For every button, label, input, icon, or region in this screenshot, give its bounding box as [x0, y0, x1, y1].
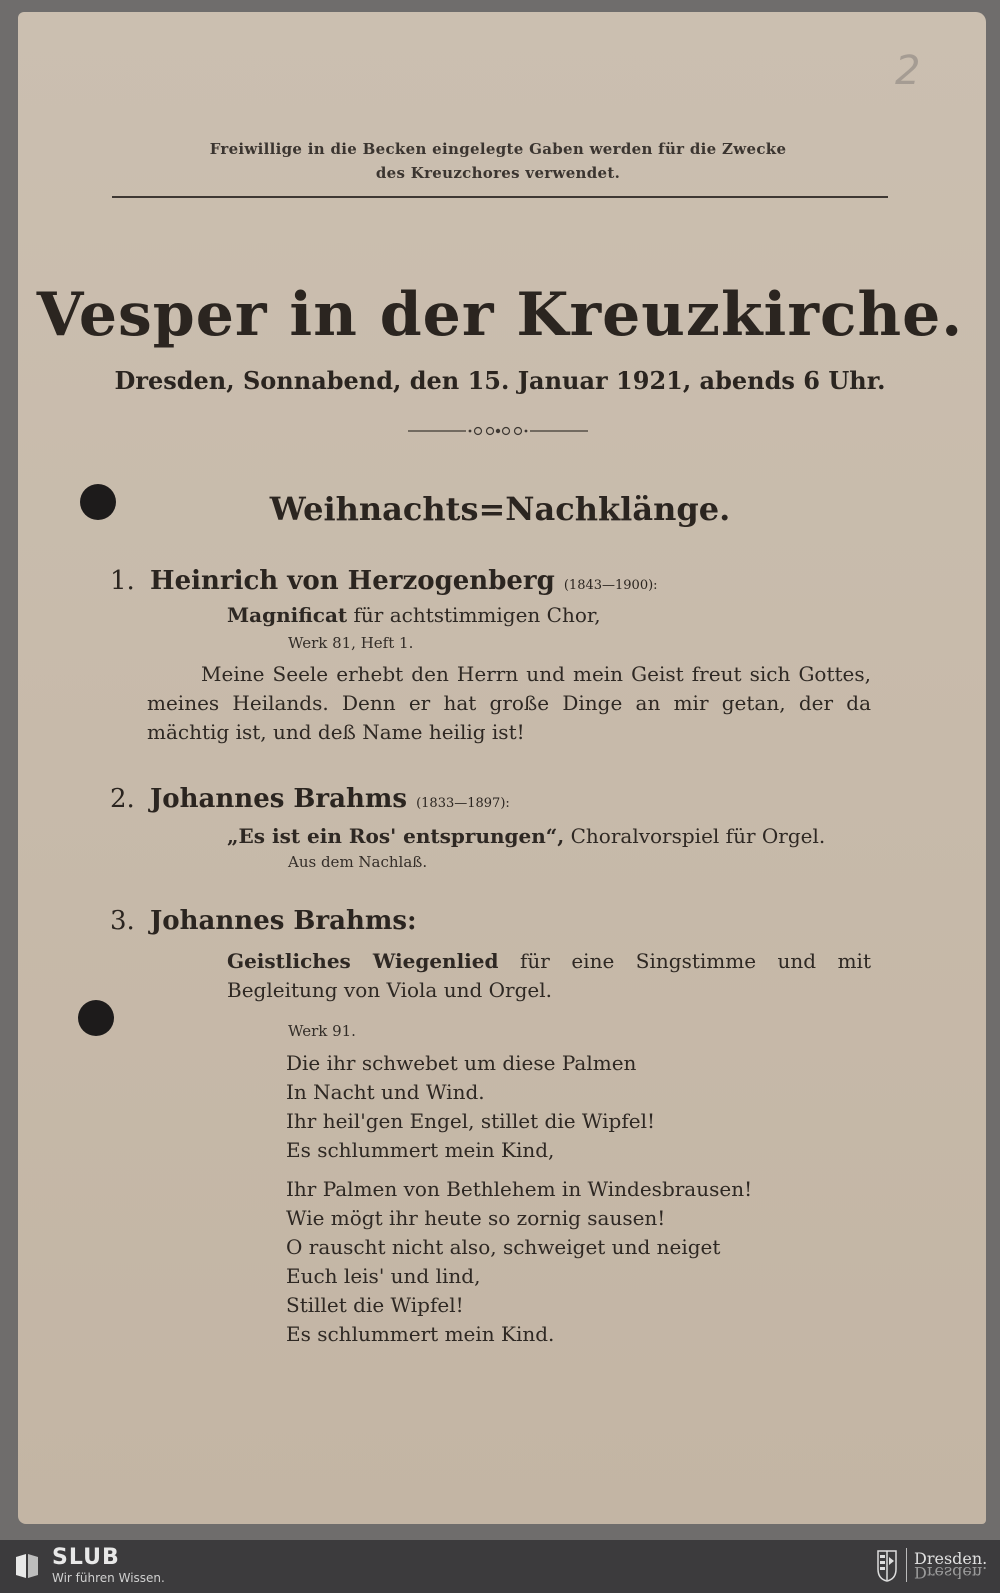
program-item-2-composer: [110, 784, 510, 814]
donation-notice-line-2: des Kreuzchores verwendet.: [375, 164, 621, 182]
work-title: Magnificat: [227, 603, 348, 627]
poem-line: In Nacht und Wind.: [286, 1080, 485, 1104]
ornament-divider: [408, 424, 588, 438]
program-item-1-text: Meine Seele erhebt den Herrn und mein Geist freut sich Gottes, meines Heilands. Denn er hat große Dinge an mir getan, der da mächtig ist, und deß Name heilig ist!: [147, 662, 871, 744]
slub-logo-icon[interactable]: [14, 1551, 40, 1581]
dresden-logo-reflection: Dresden.: [914, 1563, 988, 1582]
work-description: Choralvorspiel für Orgel.: [564, 824, 826, 848]
page-number: 2: [895, 48, 921, 94]
program-sheet: [18, 12, 986, 1524]
work-title: „Es ist ein Ros' entsprungen“,: [227, 824, 565, 848]
program-item-2-work: [227, 824, 825, 848]
program-item-2-opus: Aus dem Nachlaß.: [288, 853, 428, 871]
donation-notice: [110, 137, 886, 185]
program-item-number: 2.: [110, 784, 135, 814]
composer-dates: (1843—1900):: [563, 578, 658, 593]
section-heading: Weihnachts=Nachklänge.: [269, 490, 731, 528]
page-title: Vesper in der Kreuzkirche.: [36, 280, 964, 350]
poem-line: Es schlummert mein Kind,: [286, 1138, 555, 1162]
program-item-1-opus: Werk 81, Heft 1.: [288, 634, 414, 652]
poem-line: Ihr heil'gen Engel, stillet die Wipfel!: [286, 1109, 656, 1133]
dresden-logo-text[interactable]: Dresden.: [914, 1549, 988, 1568]
notice-divider: [112, 196, 888, 198]
poem-line: Die ihr schwebet um diese Palmen: [286, 1051, 637, 1075]
event-date-line: Dresden, Sonnabend, den 15. Januar 1921, abends 6 Uhr.: [114, 366, 886, 395]
program-item-1-composer: [110, 566, 658, 596]
work-description: für achtstimmigen Chor,: [347, 603, 601, 627]
poem-line: Es schlummert mein Kind.: [286, 1322, 555, 1346]
program-item-3-opus: Werk 91.: [288, 1022, 356, 1040]
poem-line: Stillet die Wipfel!: [286, 1293, 464, 1317]
dresden-seal-icon[interactable]: [876, 1547, 898, 1583]
poem-line: Wie mögt ihr heute so zornig sausen!: [286, 1206, 666, 1230]
slub-tagline: Wir führen Wissen.: [52, 1571, 165, 1585]
composer-name: Johannes Brahms: [150, 784, 408, 814]
composer-name: Johannes Brahms:: [150, 906, 417, 936]
work-title: Geistliches Wiegenlied: [227, 949, 499, 973]
program-item-3-composer: [110, 906, 417, 936]
footer-divider: [906, 1548, 907, 1582]
program-item-number: 1.: [110, 566, 135, 596]
slub-logo-text[interactable]: SLUB: [52, 1545, 120, 1570]
poem-line: Euch leis' und lind,: [286, 1264, 481, 1288]
program-item-number: 3.: [110, 906, 135, 936]
donation-notice-line-1: Freiwillige in die Becken eingelegte Gaben werden für die Zwecke: [209, 140, 787, 158]
poem-line: O rauscht nicht also, schweiget und neiget: [286, 1235, 721, 1259]
footer-bar: [0, 1540, 1000, 1593]
work-description: für eine Singstimme und mit Begleitung von Viola und Orgel.: [227, 949, 871, 1002]
poem-line: Ihr Palmen von Bethlehem in Windesbrausen!: [286, 1177, 753, 1201]
composer-dates: (1833—1897):: [416, 796, 510, 811]
program-item-3-work: [227, 947, 871, 1005]
program-item-1-work: [227, 603, 601, 627]
punch-hole-bottom: [78, 1000, 114, 1036]
composer-name: Heinrich von Herzogenberg: [150, 566, 555, 596]
